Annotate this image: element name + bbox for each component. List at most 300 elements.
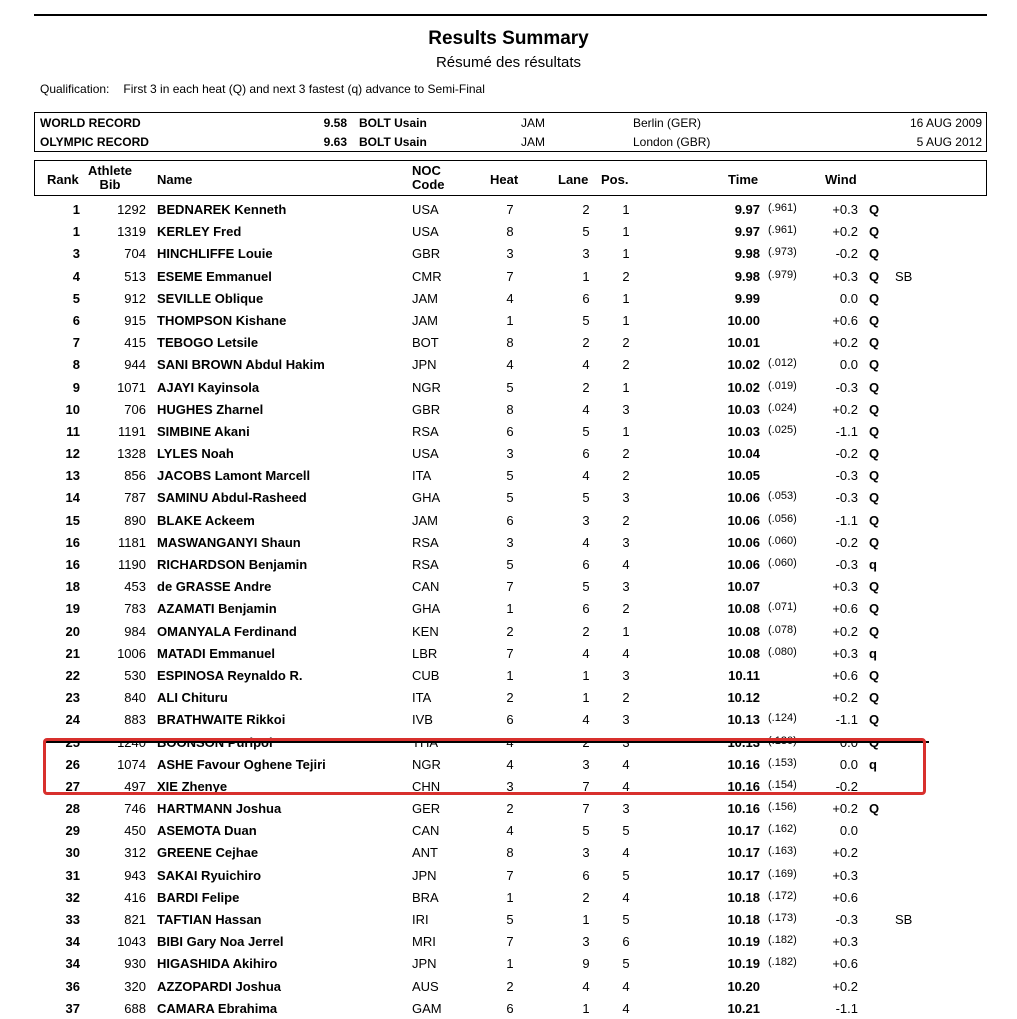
cell-name: AJAYI Kayinsola	[157, 379, 260, 395]
cell-lane: 3	[582, 756, 590, 772]
cell-lane: 4	[582, 468, 590, 484]
cell-time: 10.08	[727, 623, 760, 639]
cell-pos: 2	[622, 446, 630, 462]
cell-noc: ITA	[412, 468, 432, 484]
cell-heat: 7	[506, 579, 514, 595]
table-row	[0, 442, 1017, 464]
cell-rank: 14	[65, 490, 80, 506]
cell-rank: 37	[65, 1000, 80, 1016]
cell-name: BARDI Felipe	[157, 889, 240, 905]
cell-bib: 1292	[117, 202, 146, 217]
cell-heat: 2	[506, 623, 514, 639]
cell-qualifier: Q	[869, 423, 880, 439]
cell-rank: 6	[72, 312, 80, 328]
cell-wind: +0.6	[832, 889, 858, 905]
cell-rank: 10	[65, 401, 80, 417]
cell-wind: -0.3	[835, 490, 858, 506]
cell-name: SEVILLE Oblique	[157, 290, 264, 306]
cell-rank: 28	[65, 801, 80, 817]
cell-heat: 3	[506, 534, 514, 550]
cell-bib: 1319	[117, 224, 146, 240]
cell-lane: 5	[582, 490, 590, 506]
cell-lane: 2	[582, 335, 590, 351]
cell-rank: 27	[65, 778, 80, 794]
cell-lane: 4	[582, 978, 590, 994]
cell-rank: 15	[65, 512, 80, 528]
cell-name: BIBI Gary Noa Jerrel	[157, 934, 284, 950]
cell-reaction: (.025)	[768, 423, 797, 436]
cell-lane: 1	[582, 1000, 590, 1016]
top-rule	[34, 14, 987, 16]
cell-wind: -0.3	[835, 557, 858, 572]
cell-time: 9.97	[734, 202, 760, 217]
cell-lane: 3	[582, 246, 590, 262]
cell-name: ASHE Favour Oghene Tejiri	[157, 756, 326, 772]
cell-pos: 1	[622, 623, 630, 639]
cell-name: ASEMOTA Duan	[157, 823, 257, 839]
cell-bib: 821	[124, 912, 146, 927]
cell-wind: +0.3	[832, 934, 858, 950]
cell-time: 10.07	[727, 579, 760, 595]
cell-time: 10.04	[727, 446, 760, 462]
cell-pos: 1	[622, 423, 630, 439]
qualification-text: First 3 in each heat (Q) and next 3 fastest (q) advance to Semi-Final	[123, 82, 485, 96]
table-row	[0, 908, 1017, 930]
cell-heat: 6	[506, 712, 514, 728]
cell-noc: JPN	[412, 956, 437, 972]
cell-qualifier: q	[869, 756, 877, 772]
highlight-box	[43, 738, 926, 795]
cell-time: 10.06	[727, 557, 760, 572]
cell-noc: RSA	[412, 534, 439, 550]
col-bib-bottom: Bib	[99, 177, 121, 192]
cell-qualifier: Q	[869, 290, 880, 306]
table-row	[0, 575, 1017, 597]
table-row	[0, 309, 1017, 331]
cell-heat: 8	[506, 335, 514, 351]
cell-wind: +0.2	[832, 978, 858, 994]
cell-time: 10.17	[727, 867, 760, 883]
cell-reaction: (.153)	[768, 756, 797, 769]
cell-time: 10.16	[727, 756, 760, 772]
cell-pos: 4	[622, 1000, 630, 1016]
col-lane: Lane	[558, 172, 589, 187]
table-row	[0, 509, 1017, 531]
cell-time: 10.02	[727, 357, 760, 373]
cell-wind: 0.0	[839, 756, 858, 772]
cell-bib: 912	[124, 290, 146, 306]
cell-wind: +0.2	[832, 623, 858, 639]
cell-lane: 1	[582, 690, 590, 706]
cell-noc: NGR	[412, 379, 441, 395]
cell-name: GREENE Cejhae	[157, 845, 259, 861]
cell-noc: CUB	[412, 667, 440, 683]
cell-bib: 497	[124, 778, 146, 794]
cell-heat: 1	[506, 889, 514, 905]
cell-rank: 1	[72, 224, 80, 240]
cell-lane: 3	[582, 934, 590, 950]
cell-bib: 1191	[118, 423, 146, 439]
cell-bib: 787	[124, 490, 146, 506]
cell-noc: GAM	[412, 1000, 442, 1016]
record-name: WORLD RECORD	[40, 116, 141, 130]
cell-bib: 746	[124, 801, 146, 817]
cell-heat: 3	[506, 446, 514, 462]
cell-bib: 513	[124, 268, 146, 284]
cell-bib: 1043	[117, 934, 146, 950]
table-row	[0, 997, 1017, 1019]
cell-rank: 26	[65, 756, 80, 772]
cell-heat: 4	[506, 357, 514, 373]
cell-noc: GBR	[412, 246, 441, 262]
cell-rank: 3	[72, 246, 80, 262]
cell-name: AZAMATI Benjamin	[157, 601, 277, 617]
cell-heat: 2	[506, 978, 514, 994]
cell-noc: ANT	[412, 845, 438, 861]
cell-rank: 21	[65, 645, 80, 661]
cell-heat: 2	[506, 690, 514, 706]
table-row	[0, 952, 1017, 974]
table-row	[0, 864, 1017, 886]
cell-rank: 13	[65, 468, 80, 484]
cell-wind: +0.6	[832, 601, 858, 617]
cell-noc: BRA	[412, 889, 439, 905]
records-box	[34, 112, 987, 152]
cell-qualifier: Q	[869, 224, 880, 240]
cell-name: XIE Zhenye	[157, 778, 228, 794]
qualification-note	[40, 82, 485, 96]
cell-lane: 2	[582, 889, 590, 905]
cell-name: BEDNAREK Kenneth	[157, 202, 287, 217]
cell-name: AZZOPARDI Joshua	[157, 978, 281, 994]
cell-pos: 3	[622, 801, 630, 817]
table-row	[0, 464, 1017, 486]
cell-name: ESPINOSA Reynaldo R.	[157, 667, 303, 683]
cell-pos: 2	[622, 690, 630, 706]
cell-reaction: (.024)	[768, 401, 797, 414]
cell-wind: +0.2	[832, 801, 858, 817]
cell-noc: RSA	[412, 557, 439, 572]
cell-lane: 4	[582, 645, 590, 661]
cell-name: LYLES Noah	[157, 446, 234, 462]
cell-lane: 6	[582, 290, 590, 306]
cell-noc: CAN	[412, 823, 440, 839]
cell-reaction: (.124)	[768, 712, 797, 725]
cell-noc: JAM	[412, 512, 438, 528]
cell-pos: 1	[622, 290, 630, 306]
cell-bib: 840	[124, 690, 146, 706]
cell-wind: +0.3	[832, 202, 858, 217]
cell-wind: -0.2	[835, 246, 858, 262]
cell-time: 10.08	[727, 601, 760, 617]
cell-time: 10.06	[727, 512, 760, 528]
cell-lane: 4	[582, 401, 590, 417]
cell-qualifier: Q	[869, 690, 880, 706]
table-row	[0, 220, 1017, 242]
cell-qualifier: Q	[869, 268, 880, 284]
cell-bib: 1181	[118, 534, 146, 550]
cell-heat: 7	[506, 645, 514, 661]
cell-pos: 3	[622, 490, 630, 506]
cell-heat: 1	[506, 601, 514, 617]
cell-noc: NGR	[412, 756, 441, 772]
table-row	[0, 886, 1017, 908]
cell-reaction: (.961)	[768, 224, 797, 237]
cell-reaction: (.019)	[768, 379, 797, 392]
record-athlete: BOLT Usain	[359, 135, 427, 149]
cell-lane: 4	[582, 534, 590, 550]
cell-reaction: (.060)	[768, 534, 797, 547]
cell-bib: 1074	[117, 756, 146, 772]
cell-qualifier: Q	[869, 357, 880, 373]
col-name: Name	[157, 172, 193, 187]
cell-pos: 5	[622, 823, 630, 839]
cell-noc: JPN	[412, 357, 437, 373]
cell-pos: 2	[622, 601, 630, 617]
cell-bib: 1071	[117, 379, 146, 395]
cell-heat: 6	[506, 1000, 514, 1016]
cell-heat: 7	[506, 268, 514, 284]
record-name: OLYMPIC RECORD	[40, 135, 149, 149]
cell-heat: 1	[506, 956, 514, 972]
cell-reaction: (.071)	[768, 601, 797, 614]
cell-pos: 3	[622, 534, 630, 550]
world-record-row	[35, 113, 986, 132]
page-title: Results Summary	[428, 28, 589, 49]
cell-bib: 312	[124, 845, 146, 861]
cell-time: 10.21	[727, 1000, 760, 1016]
record-date: 16 AUG 2009	[909, 116, 982, 130]
cell-lane: 1	[582, 667, 590, 683]
cell-rank: 31	[65, 867, 80, 883]
cell-reaction: (.173)	[768, 912, 797, 924]
col-noc-bottom: Code	[412, 177, 445, 192]
cell-time: 10.18	[727, 912, 760, 927]
cell-reaction: (.163)	[768, 845, 797, 858]
cell-bib: 706	[124, 401, 146, 417]
cell-wind: +0.3	[832, 867, 858, 883]
cell-name: SIMBINE Akani	[157, 423, 250, 439]
cell-rank: 19	[65, 601, 80, 617]
cell-bib: 688	[124, 1000, 146, 1016]
cell-rank: 32	[65, 889, 80, 905]
cell-name: HIGASHIDA Akihiro	[157, 956, 278, 972]
cell-pos: 2	[622, 335, 630, 351]
cell-name: SANI BROWN Abdul Hakim	[157, 357, 325, 373]
cell-pos: 1	[622, 312, 630, 328]
cell-heat: 4	[506, 756, 514, 772]
cell-reaction: (.056)	[768, 512, 797, 525]
cell-qualifier: Q	[869, 601, 880, 617]
cell-pos: 4	[622, 778, 630, 794]
cell-lane: 6	[582, 446, 590, 462]
cell-wind: +0.3	[832, 268, 858, 284]
cell-wind: -1.1	[835, 423, 858, 439]
table-row	[0, 486, 1017, 508]
table-row	[0, 420, 1017, 442]
cell-pos: 1	[622, 202, 630, 217]
cell-rank: 7	[72, 335, 80, 351]
cell-bib: 890	[124, 512, 146, 528]
cell-reaction: (.169)	[768, 867, 797, 880]
cell-lane: 4	[582, 712, 590, 728]
cell-rank: 24	[65, 712, 80, 728]
table-row	[0, 597, 1017, 619]
cell-name: RICHARDSON Benjamin	[157, 557, 308, 572]
cell-rank: 23	[65, 690, 80, 706]
cell-bib: 320	[124, 978, 146, 994]
cell-noc: ITA	[412, 690, 432, 706]
table-row	[0, 797, 1017, 819]
cell-time: 10.20	[727, 978, 760, 994]
cell-noc: GER	[412, 801, 441, 817]
cell-bib: 415	[124, 335, 146, 351]
record-noc: JAM	[521, 135, 545, 149]
cell-name: ALI Chituru	[157, 690, 228, 706]
cell-rank: 20	[65, 623, 80, 639]
cell-qualifier: q	[869, 645, 877, 661]
cell-heat: 1	[506, 312, 514, 328]
cell-wind: -0.2	[835, 446, 858, 462]
cell-rank: 16	[65, 557, 80, 572]
cell-time: 10.19	[727, 934, 760, 950]
cell-heat: 5	[506, 468, 514, 484]
cell-name: THOMPSON Kishane	[157, 312, 287, 328]
cell-lane: 2	[582, 623, 590, 639]
cell-time: 10.03	[727, 423, 760, 439]
col-noc-code	[412, 164, 445, 192]
cell-noc: GHA	[412, 601, 441, 617]
olympic-record-row	[35, 132, 986, 151]
cell-time: 10.00	[727, 312, 760, 328]
cell-reaction: (.156)	[768, 801, 797, 814]
cell-wind: +0.2	[832, 335, 858, 351]
cell-time: 9.98	[734, 268, 760, 284]
cell-heat: 6	[506, 512, 514, 528]
cell-qualifier: Q	[869, 312, 880, 328]
cell-reaction: (.973)	[768, 246, 797, 259]
cell-noc: USA	[412, 224, 439, 240]
record-athlete: BOLT Usain	[359, 116, 427, 130]
cell-qualifier: Q	[869, 401, 880, 417]
cell-qualifier: Q	[869, 202, 880, 217]
cell-lane: 4	[582, 357, 590, 373]
cell-reaction: (.012)	[768, 357, 797, 370]
col-noc-top: NOC	[412, 163, 441, 178]
cell-rank: 18	[65, 579, 80, 595]
cell-bib: 1190	[118, 557, 146, 572]
cell-name: BLAKE Ackeem	[157, 512, 255, 528]
cell-name: JACOBS Lamont Marcell	[157, 468, 311, 484]
cell-bib: 453	[124, 579, 146, 595]
table-row	[0, 242, 1017, 264]
col-athlete-bib	[75, 164, 145, 192]
page-subtitle: Résumé des résultats	[435, 54, 582, 71]
cell-qualifier: Q	[869, 246, 880, 262]
cell-time: 10.08	[727, 645, 760, 661]
cell-heat: 7	[506, 867, 514, 883]
cell-time: 10.17	[727, 823, 760, 839]
cell-time: 10.06	[727, 534, 760, 550]
cell-pos: 4	[622, 645, 630, 661]
cell-lane: 6	[582, 557, 590, 572]
cell-bib: 930	[124, 956, 146, 972]
cell-lane: 5	[582, 579, 590, 595]
cell-pos: 2	[622, 468, 630, 484]
cell-name: KERLEY Fred	[157, 224, 242, 240]
cell-time: 10.18	[727, 889, 760, 905]
cell-heat: 5	[506, 557, 514, 572]
cell-note: SB	[895, 912, 913, 927]
cell-rank: 4	[72, 268, 80, 284]
cell-name: HUGHES Zharnel	[157, 401, 264, 417]
col-pos: Pos.	[601, 172, 629, 187]
cell-lane: 7	[582, 778, 590, 794]
cell-heat: 1	[506, 667, 514, 683]
cell-time: 9.99	[734, 290, 760, 306]
cell-pos: 4	[622, 756, 630, 772]
col-rank: Rank	[47, 172, 79, 187]
cell-pos: 4	[622, 845, 630, 861]
cell-time: 10.06	[727, 490, 760, 506]
cell-time: 9.98	[734, 246, 760, 262]
cell-lane: 3	[582, 512, 590, 528]
table-row	[0, 531, 1017, 553]
cell-rank: 5	[72, 290, 80, 306]
cell-time: 10.03	[727, 401, 760, 417]
col-time: Time	[728, 172, 759, 187]
cell-bib: 944	[124, 357, 146, 373]
cell-pos: 3	[622, 712, 630, 728]
cell-qualifier: Q	[869, 534, 880, 550]
cell-pos: 3	[622, 579, 630, 595]
cell-pos: 2	[622, 268, 630, 284]
cell-rank: 12	[65, 446, 80, 462]
cell-pos: 4	[622, 557, 630, 572]
cell-name: CAMARA Ebrahima	[157, 1000, 278, 1016]
cell-pos: 2	[622, 357, 630, 373]
cell-reaction: (.080)	[768, 645, 797, 658]
cell-rank: 22	[65, 667, 80, 683]
cell-reaction: (.172)	[768, 889, 797, 902]
table-row	[0, 376, 1017, 398]
table-row	[0, 664, 1017, 686]
cell-reaction: (.154)	[768, 778, 797, 791]
cell-lane: 2	[582, 202, 590, 217]
table-row	[0, 708, 1017, 730]
cell-heat: 8	[506, 401, 514, 417]
cell-name: SAMINU Abdul-Rasheed	[157, 490, 307, 506]
cell-time: 10.13	[727, 712, 760, 728]
cell-pos: 5	[622, 956, 630, 972]
cell-heat: 5	[506, 912, 514, 927]
cell-wind: +0.3	[832, 645, 858, 661]
cell-time: 9.97	[734, 224, 760, 240]
cell-heat: 7	[506, 934, 514, 950]
cell-wind: -0.3	[835, 468, 858, 484]
cell-qualifier: Q	[869, 512, 880, 528]
cell-name: MASWANGANYI Shaun	[157, 534, 301, 550]
cell-wind: -1.1	[835, 712, 858, 728]
cell-heat: 2	[506, 801, 514, 817]
cell-noc: CMR	[412, 268, 442, 284]
qualification-label: Qualification:	[40, 82, 110, 96]
table-row	[0, 642, 1017, 664]
cell-rank: 16	[65, 534, 80, 550]
cell-time: 10.16	[727, 778, 760, 794]
cell-pos: 1	[622, 246, 630, 262]
table-row	[0, 930, 1017, 952]
